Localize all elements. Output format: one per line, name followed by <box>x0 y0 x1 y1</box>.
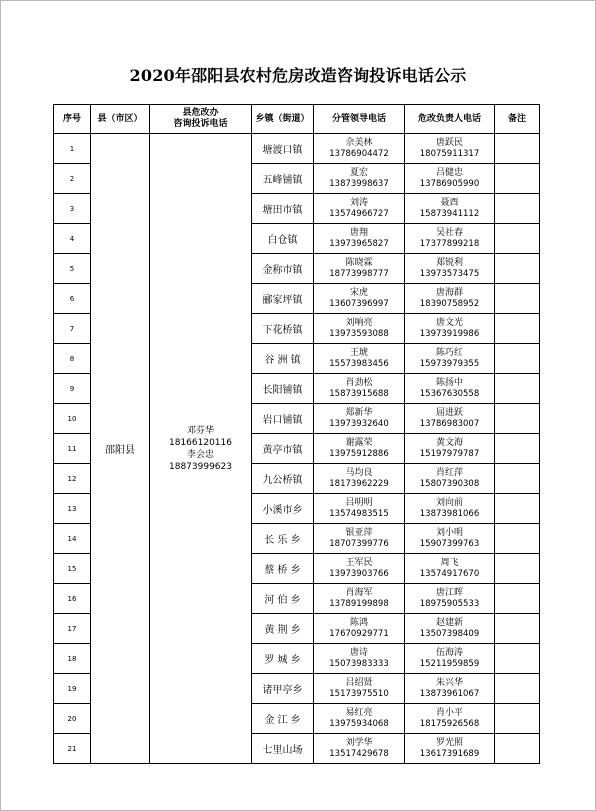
row-leader <box>314 554 405 584</box>
row-director-name: 陈巧红 <box>435 347 463 358</box>
row-director <box>405 344 495 374</box>
row-leader-name: 王琥 <box>349 347 368 358</box>
row-town: 小溪市乡 <box>252 494 314 524</box>
row-director-phone: 13873961067 <box>419 688 480 699</box>
header-remark: 备注 <box>495 105 540 134</box>
row-leader-name: 吕绍贤 <box>345 677 373 688</box>
row-seq: 19 <box>54 674 91 704</box>
header-town: 乡镇（街道） <box>252 105 314 134</box>
row-leader-name: 吕明明 <box>345 497 373 508</box>
hotline-contact-phone: 18873999623 <box>169 461 232 472</box>
row-seq: 5 <box>54 254 91 284</box>
row-leader-phone: 15573983456 <box>329 358 389 369</box>
row-leader-phone: 13786904472 <box>329 148 389 159</box>
row-director-name: 聂酉 <box>440 197 459 208</box>
row-director <box>405 404 495 434</box>
row-leader <box>314 224 405 254</box>
row-leader-phone: 13975934068 <box>329 718 389 729</box>
hotline-contact-phone: 18166120116 <box>169 437 232 448</box>
row-leader-phone: 13574966727 <box>329 208 389 219</box>
row-leader-name: 易红亮 <box>345 707 373 718</box>
row-town: 诸甲亭乡 <box>252 674 314 704</box>
row-director-phone: 15197979787 <box>419 448 480 459</box>
row-remark <box>495 134 540 164</box>
row-town: 金称市镇 <box>252 254 314 284</box>
row-seq: 14 <box>54 524 91 554</box>
row-director <box>405 254 495 284</box>
row-director-phone: 15973979355 <box>419 358 480 369</box>
row-seq: 6 <box>54 284 91 314</box>
row-leader-name: 夏宏 <box>349 167 368 178</box>
row-director <box>405 194 495 224</box>
row-leader-name: 唐翔 <box>349 227 368 238</box>
row-director-name: 周飞 <box>440 557 459 568</box>
row-director-name: 唐文光 <box>435 317 463 328</box>
hotline-contact-name: 李会忠 <box>186 449 214 460</box>
row-town: 岩口铺镇 <box>252 404 314 434</box>
row-leader-phone: 13973903766 <box>329 568 389 579</box>
row-leader <box>314 614 405 644</box>
hotline-contact-name: 邓芬华 <box>186 425 214 436</box>
row-director <box>405 554 495 584</box>
row-leader <box>314 254 405 284</box>
row-leader-phone: 13975912886 <box>329 448 389 459</box>
row-remark <box>495 344 540 374</box>
row-remark <box>495 704 540 734</box>
row-director <box>405 284 495 314</box>
row-seq: 3 <box>54 194 91 224</box>
row-director <box>405 614 495 644</box>
row-director-phone: 18175926568 <box>419 718 480 729</box>
row-town: 郦家坪镇 <box>252 284 314 314</box>
row-seq: 2 <box>54 164 91 194</box>
row-town: 七里山场 <box>252 734 314 764</box>
row-director-phone: 13973573475 <box>419 268 480 279</box>
row-seq: 18 <box>54 644 91 674</box>
row-leader <box>314 164 405 194</box>
row-leader-name: 银亚萍 <box>345 527 373 538</box>
row-director-phone: 15873941112 <box>419 208 480 219</box>
county-cell: 邵阳县 <box>91 134 150 764</box>
row-seq: 16 <box>54 584 91 614</box>
row-director <box>405 464 495 494</box>
row-director-name: 唐海群 <box>435 287 463 298</box>
row-leader-phone: 13973932640 <box>329 418 389 429</box>
row-director <box>405 134 495 164</box>
hotline-cell <box>150 134 252 764</box>
row-leader-name: 宋虎 <box>349 287 368 298</box>
row-director <box>405 524 495 554</box>
row-remark <box>495 734 540 764</box>
row-leader <box>314 494 405 524</box>
row-seq: 4 <box>54 224 91 254</box>
row-leader <box>314 704 405 734</box>
row-town: 罗 城 乡 <box>252 644 314 674</box>
row-leader <box>314 584 405 614</box>
row-town: 塘田市镇 <box>252 194 314 224</box>
row-remark <box>495 434 540 464</box>
row-town: 黄亭市镇 <box>252 434 314 464</box>
row-seq: 15 <box>54 554 91 584</box>
row-leader <box>314 374 405 404</box>
row-director-phone: 13574917670 <box>419 568 480 579</box>
row-leader-phone: 15173975510 <box>329 688 389 699</box>
row-leader-phone: 13517429678 <box>329 748 389 759</box>
row-leader-name: 陈晓霖 <box>345 257 373 268</box>
row-director-phone: 13507398409 <box>419 628 480 639</box>
header-county: 县（市区） <box>91 105 150 134</box>
header-leader: 分管领导电话 <box>314 105 405 134</box>
row-leader-phone: 13789199898 <box>329 598 389 609</box>
row-director-name: 唐跃民 <box>435 137 463 148</box>
contact-table <box>53 104 540 764</box>
row-town: 长阳铺镇 <box>252 374 314 404</box>
row-remark <box>495 644 540 674</box>
row-town: 塘渡口镇 <box>252 134 314 164</box>
header-hotline-line1: 县危改办 <box>182 108 219 118</box>
row-director-phone: 13617391689 <box>419 748 480 759</box>
row-leader-phone: 13574983515 <box>329 508 389 519</box>
row-director-phone: 18975905533 <box>419 598 480 609</box>
row-leader <box>314 674 405 704</box>
row-remark <box>495 584 540 614</box>
row-remark <box>495 524 540 554</box>
row-leader-name: 刘响亮 <box>345 317 373 328</box>
row-town: 白仓镇 <box>252 224 314 254</box>
row-director-phone: 15807390308 <box>419 478 480 489</box>
document-title: 2020年邵阳县农村危房改造咨询投诉电话公示 <box>129 66 467 85</box>
row-town: 九公桥镇 <box>252 464 314 494</box>
row-leader-name: 王军民 <box>345 557 373 568</box>
row-leader-phone: 18707399776 <box>329 538 389 549</box>
row-director <box>405 224 495 254</box>
row-leader-phone: 13873998637 <box>329 178 389 189</box>
row-leader-phone: 18173962229 <box>329 478 389 489</box>
row-remark <box>495 494 540 524</box>
row-seq: 13 <box>54 494 91 524</box>
row-leader-name: 陈鸿 <box>349 617 368 628</box>
row-seq: 20 <box>54 704 91 734</box>
row-director-name: 吴社春 <box>435 227 463 238</box>
row-leader-phone: 15873915688 <box>329 388 389 399</box>
row-town: 长 乐 乡 <box>252 524 314 554</box>
row-leader-phone: 15073983333 <box>329 658 389 669</box>
row-leader-name: 肖劲松 <box>345 377 373 388</box>
row-leader <box>314 734 405 764</box>
row-town: 黄 荆 乡 <box>252 614 314 644</box>
row-director-name: 伍海涛 <box>435 647 463 658</box>
row-director-name: 屈进跃 <box>435 407 463 418</box>
header-row <box>54 105 540 134</box>
row-remark <box>495 554 540 584</box>
header-seq: 序号 <box>54 105 91 134</box>
row-director <box>405 434 495 464</box>
row-leader-name: 唐诗 <box>349 647 368 658</box>
row-leader-phone: 17670929771 <box>329 628 389 639</box>
row-director <box>405 644 495 674</box>
row-director-name: 黄文海 <box>435 437 463 448</box>
row-town: 蔡 桥 乡 <box>252 554 314 584</box>
row-director-name: 朱兴华 <box>435 677 463 688</box>
row-director-phone: 17377899218 <box>419 238 480 249</box>
row-director-name: 唐江晖 <box>435 587 463 598</box>
row-director-phone: 18075911317 <box>419 148 480 159</box>
row-leader <box>314 284 405 314</box>
row-remark <box>495 674 540 704</box>
row-director-phone: 15907399763 <box>419 538 480 549</box>
row-director-phone: 13873981066 <box>419 508 480 519</box>
row-director <box>405 494 495 524</box>
row-director <box>405 704 495 734</box>
row-leader <box>314 314 405 344</box>
row-seq: 11 <box>54 434 91 464</box>
row-director <box>405 164 495 194</box>
row-leader <box>314 524 405 554</box>
row-remark <box>495 614 540 644</box>
table-row <box>54 134 540 164</box>
row-town: 五峰铺镇 <box>252 164 314 194</box>
row-director-phone: 15211959859 <box>419 658 480 669</box>
table-body <box>54 134 540 764</box>
row-remark <box>495 164 540 194</box>
row-seq: 10 <box>54 404 91 434</box>
row-director-phone: 15367630558 <box>419 388 480 399</box>
row-remark <box>495 224 540 254</box>
row-director-phone: 13786983007 <box>419 418 480 429</box>
row-seq: 9 <box>54 374 91 404</box>
row-director-name: 刘向前 <box>435 497 463 508</box>
header-hotline <box>150 105 252 134</box>
row-director-name: 肖红萍 <box>435 467 463 478</box>
row-director-name: 刘小明 <box>435 527 463 538</box>
row-director-name: 罗光照 <box>435 737 463 748</box>
row-leader-name: 郑新华 <box>345 407 373 418</box>
row-director <box>405 674 495 704</box>
row-remark <box>495 374 540 404</box>
row-remark <box>495 464 540 494</box>
row-director <box>405 734 495 764</box>
row-seq: 21 <box>54 734 91 764</box>
row-town: 谷 洲 镇 <box>252 344 314 374</box>
row-leader-phone: 13607396997 <box>329 298 389 309</box>
row-seq: 1 <box>54 134 91 164</box>
row-remark <box>495 404 540 434</box>
row-director-name: 肖小平 <box>435 707 463 718</box>
row-leader-name: 马均良 <box>345 467 373 478</box>
row-remark <box>495 284 540 314</box>
row-town: 河 伯 乡 <box>252 584 314 614</box>
row-leader-phone: 13973593088 <box>329 328 389 339</box>
row-leader-phone: 18773998777 <box>329 268 389 279</box>
row-director-name: 赵建新 <box>435 617 463 628</box>
row-leader <box>314 194 405 224</box>
row-seq: 17 <box>54 614 91 644</box>
row-remark <box>495 314 540 344</box>
row-director-name: 陈扬中 <box>435 377 463 388</box>
row-town: 金 江 乡 <box>252 704 314 734</box>
row-leader <box>314 644 405 674</box>
row-remark <box>495 254 540 284</box>
row-director-name: 吕健忠 <box>435 167 463 178</box>
row-leader-phone: 13973965827 <box>329 238 389 249</box>
row-leader <box>314 344 405 374</box>
row-leader-name: 刘学华 <box>345 737 373 748</box>
row-director-phone: 18390758952 <box>419 298 480 309</box>
row-leader-name: 刘涛 <box>349 197 368 208</box>
row-seq: 8 <box>54 344 91 374</box>
row-leader <box>314 404 405 434</box>
row-director-phone: 13786905990 <box>419 178 480 189</box>
row-seq: 12 <box>54 464 91 494</box>
row-leader-name: 谢露荣 <box>345 437 373 448</box>
row-director <box>405 314 495 344</box>
row-leader <box>314 434 405 464</box>
row-leader <box>314 134 405 164</box>
row-director-name: 郑锐利 <box>435 257 463 268</box>
row-director-phone: 13973919986 <box>419 328 480 339</box>
row-town: 下花桥镇 <box>252 314 314 344</box>
row-director <box>405 584 495 614</box>
header-hotline-line2: 咨询投诉电话 <box>173 119 228 129</box>
header-director: 危改负责人电话 <box>405 105 495 134</box>
row-seq: 7 <box>54 314 91 344</box>
row-leader-name: 佘美林 <box>345 137 373 148</box>
row-remark <box>495 194 540 224</box>
row-director <box>405 374 495 404</box>
row-leader-name: 肖海军 <box>345 587 373 598</box>
row-leader <box>314 464 405 494</box>
